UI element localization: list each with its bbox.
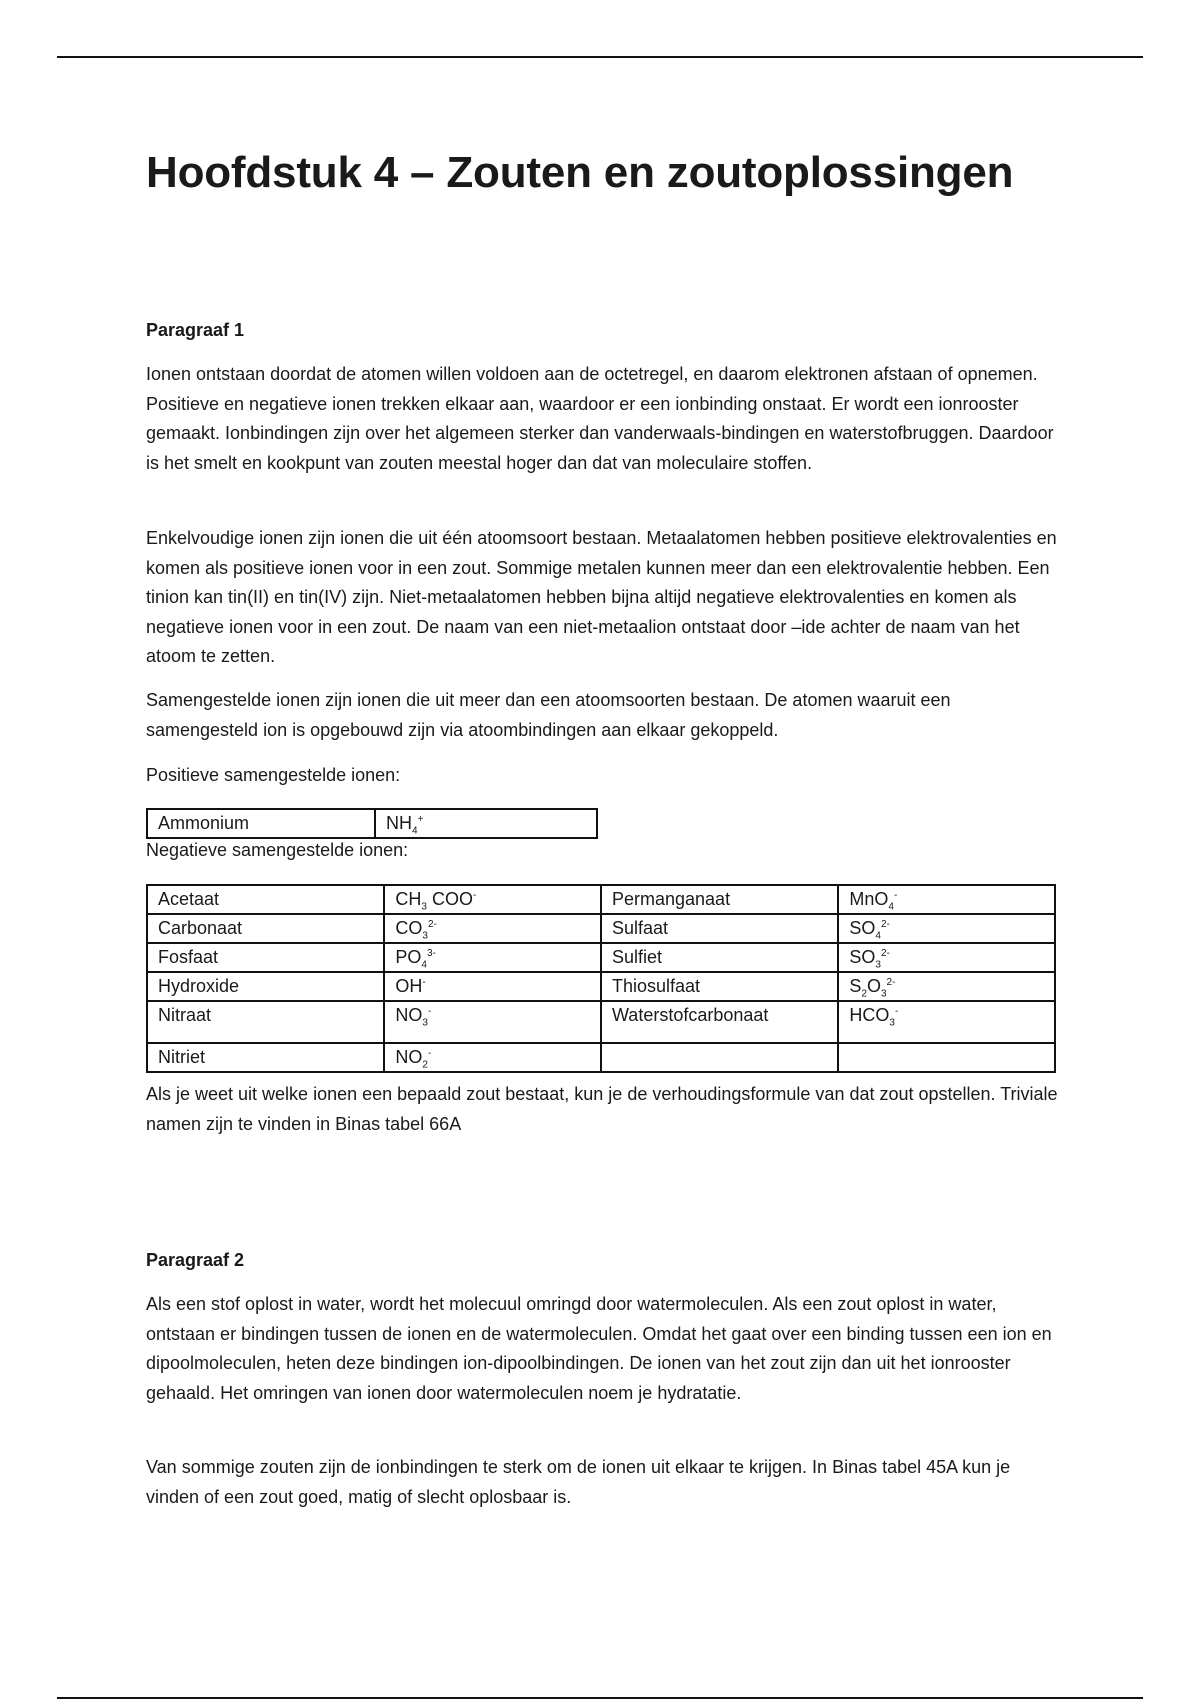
ion-formula [838, 1043, 1055, 1072]
negative-ions-label: Negatieve samengestelde ionen: [146, 840, 409, 860]
ion-formula: $NO_3^-$ [384, 1001, 601, 1043]
section1-paragraph-3: Samengestelde ionen zijn ionen die uit meer dan een atoomsoorten bestaan. De atomen waaruit een samengesteld ion is opgebouwd zijn via atoombindingen aan elkaar gekoppeld. [146, 690, 951, 740]
table-row [147, 1043, 1055, 1072]
ion-name: Acetaat [147, 885, 384, 914]
section2-paragraph-2: Van sommige zouten zijn de ionbindingen te sterk om de ionen uit elkaar te krijgen. In Binas tabel 45A kun je vinden of een zout goed, matig of slecht oplosbaar is. [146, 1457, 1011, 1507]
ion-formula: $S_2O_3^{2-}$ [838, 972, 1055, 1001]
ion-name: Nitriet [147, 1043, 384, 1072]
ion-name: Carbonaat [147, 914, 384, 943]
ion-formula: $NH_4^+$ [375, 809, 597, 838]
ion-formula: MnO$_4$- [838, 885, 1055, 914]
section1-paragraph-4: Als je weet uit welke ionen een bepaald zout bestaat, kun je de verhoudingsformule van dat zout opstellen. Triviale namen zijn te vinden in Binas tabel 66A [146, 1084, 1058, 1134]
page-title: Hoofdstuk 4 – Zouten en zoutoplossingen [146, 148, 1014, 197]
ion-name: Ammonium [147, 809, 375, 838]
ion-formula: $HCO_3^-$ [838, 1001, 1055, 1043]
table-row [147, 1001, 1055, 1043]
section1-paragraph-1: Ionen ontstaan doordat de atomen willen voldoen aan de octetregel, en daarom elektronen afstaan of opnemen. Positieve en negatieve ionen trekken elkaar aan, waardoor er een ionbinding onstaat. Er wordt een ionrooster gemaakt. Ionbindingen zijn over het algemeen sterker dan vanderwaals-bindingen en waterstofbruggen. Daardoor is het smelt en kookpunt van zouten meestal hoger dan dat van moleculaire stoffen. [146, 364, 1054, 473]
table-row [147, 943, 1055, 972]
ion-name: Hydroxide [147, 972, 384, 1001]
negative-ions-table [146, 884, 1056, 1073]
ion-name: Sulfiet [601, 943, 838, 972]
table-row [147, 809, 597, 838]
section1-heading: Paragraaf 1 [146, 320, 245, 340]
section1-paragraph-2: Enkelvoudige ionen zijn ionen die uit één atoomsoort bestaan. Metaalatomen hebben positieve elektrovalenties en komen als positieve ionen voor in een zout. Sommige metalen kunnen meer dan een elektrovalentie hebben. Een tinion kan tin(II) en tin(IV) zijn. Niet-metaalatomen hebben bijna altijd negatieve elektrovalenties en komen als negatieve ionen voor in een zout. De naam van een niet-metaalion ontstaat door –ide achter de naam van het atoom te zetten. [146, 528, 1057, 666]
ion-formula: $NO_2^-$ [384, 1043, 601, 1072]
table-row [147, 972, 1055, 1001]
ion-formula: $PO_4^{3-}$ [384, 943, 601, 972]
section2-heading: Paragraaf 2 [146, 1250, 245, 1270]
ion-name: Permanganaat [601, 885, 838, 914]
table-row [147, 914, 1055, 943]
positive-ions-label: Positieve samengestelde ionen: [146, 765, 401, 785]
ion-name: Thiosulfaat [601, 972, 838, 1001]
ion-name: Nitraat [147, 1001, 384, 1043]
ion-name: Fosfaat [147, 943, 384, 972]
ion-name: Sulfaat [601, 914, 838, 943]
ion-formula: $SO_3^{2-}$ [838, 943, 1055, 972]
ion-name: Waterstofcarbonaat [601, 1001, 838, 1043]
positive-ions-table [146, 808, 598, 839]
ion-formula: $CO_3^{2-}$ [384, 914, 601, 943]
header-rule [57, 56, 1143, 58]
ion-formula: $SO_4^{2-}$ [838, 914, 1055, 943]
section2-paragraph-1: Als een stof oplost in water, wordt het molecuul omringd door watermoleculen. Als een zout oplost in water, ontstaan er bindingen tussen de ionen en de watermoleculen. Omdat het gaat over een binding tussen een ion en dipoolmoleculen, heten deze bindingen ion-dipoolbindingen. De ionen van het zout zijn dan uit het ionrooster gehaald. Het omringen van ionen door watermoleculen noem je hydratatie. [146, 1294, 1052, 1403]
ion-formula: $CH_3$ COO- [384, 885, 601, 914]
ion-formula: OH- [384, 972, 601, 1001]
table-row [147, 885, 1055, 914]
ion-name [601, 1043, 838, 1072]
footer-rule [57, 1697, 1143, 1699]
